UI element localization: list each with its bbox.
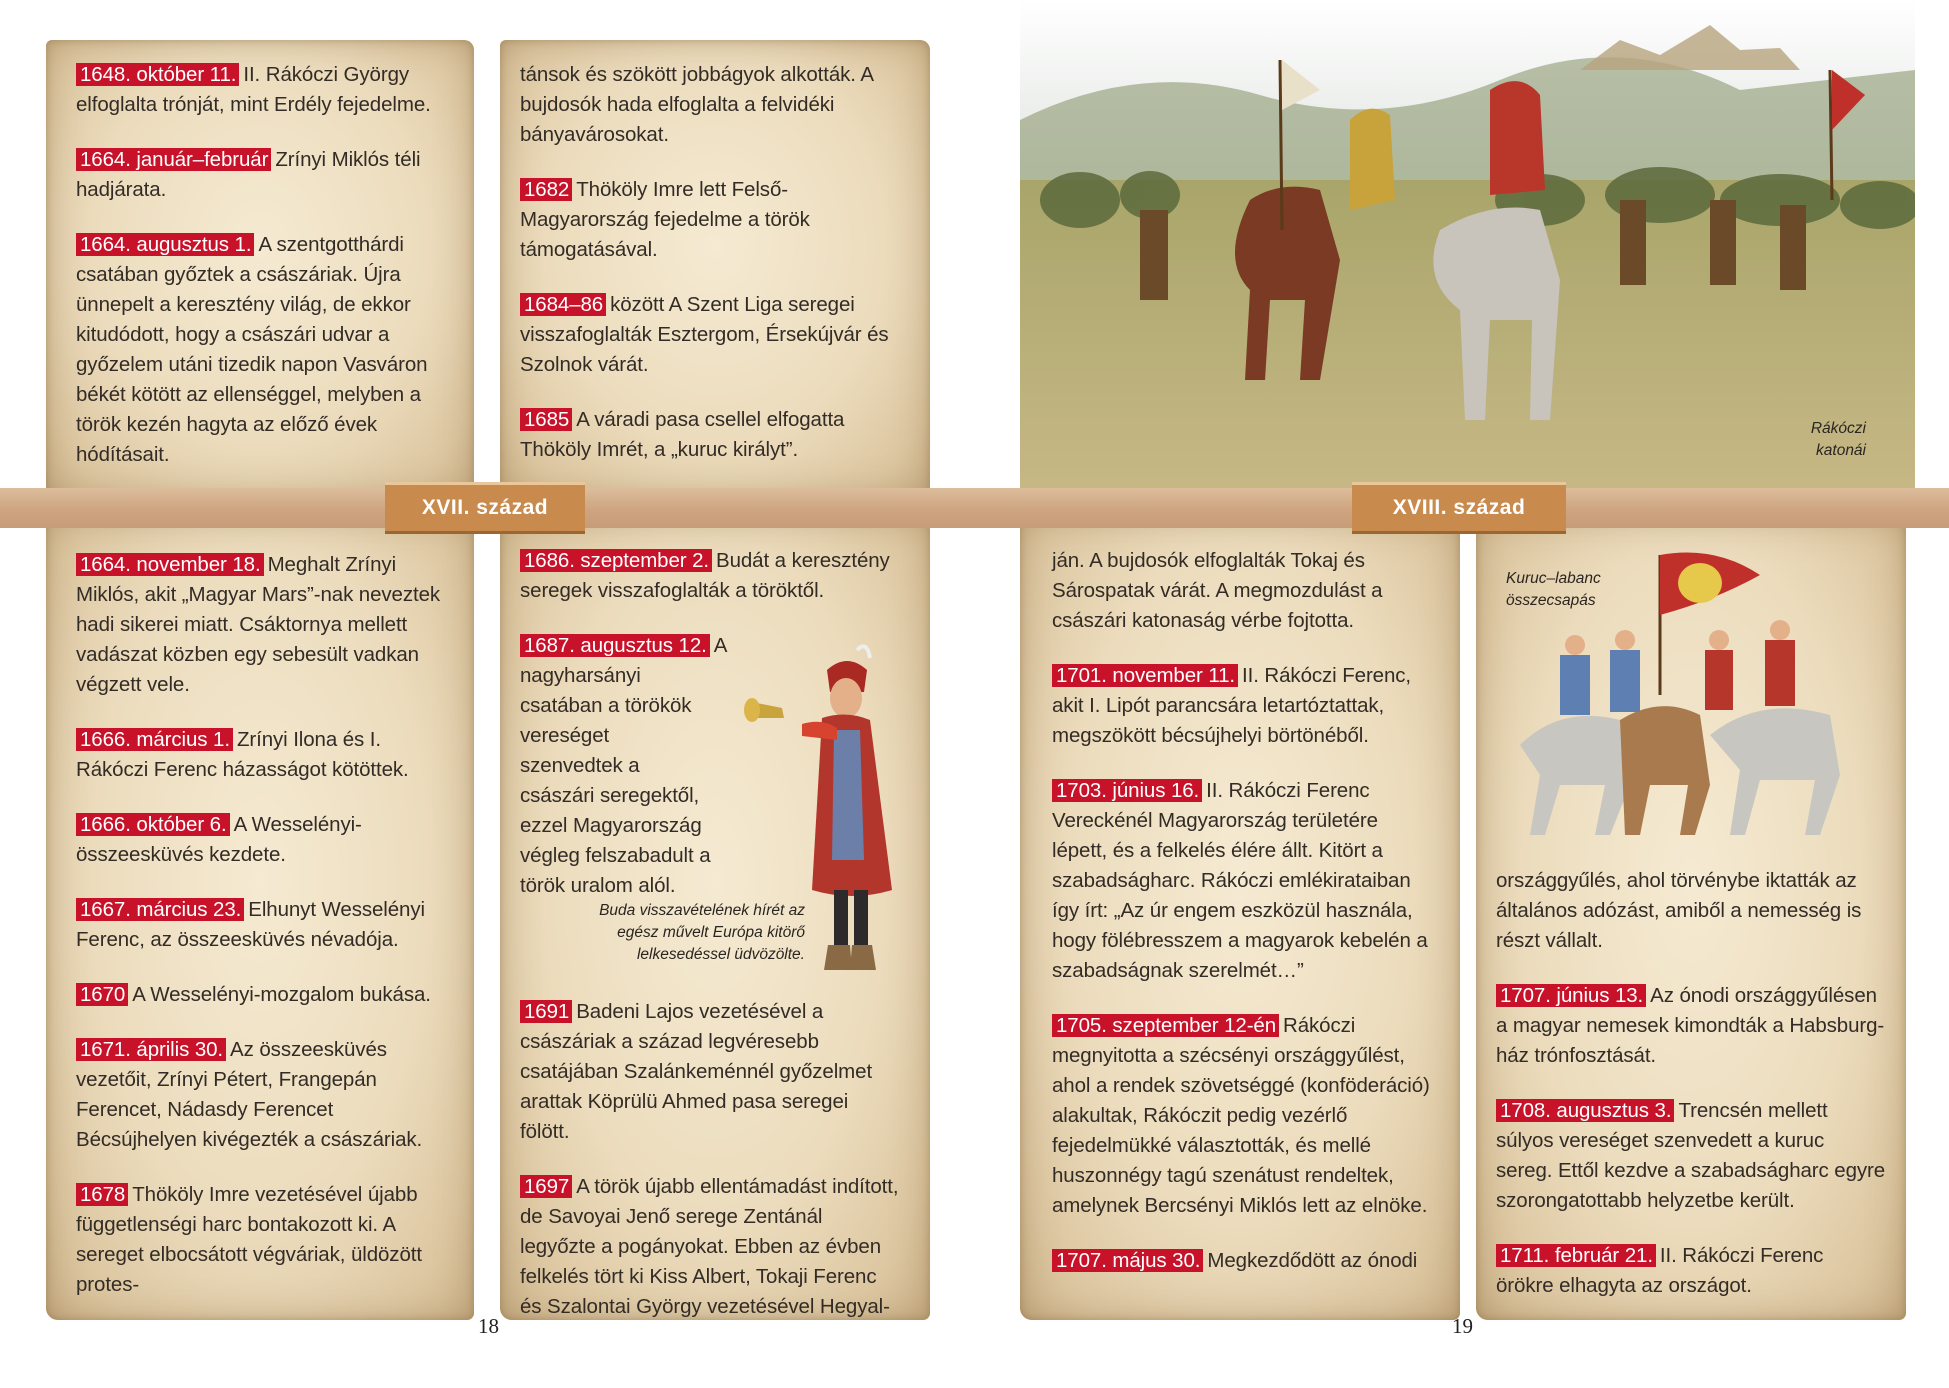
timeline-entry xyxy=(1052,1246,1436,1276)
entry-text: II. Rákóczi Ferenc örökre elhagyta az országot. xyxy=(1496,1244,1824,1297)
timeline-entry xyxy=(520,631,727,901)
timeline-entry xyxy=(520,546,900,606)
entry-date: 1664. augusztus 1. xyxy=(76,233,254,256)
entry-date: 1686. szeptember 2. xyxy=(520,549,712,572)
timeline-entry xyxy=(76,895,456,955)
timeline-column xyxy=(76,550,456,1325)
timeline-entry xyxy=(1052,1011,1436,1221)
entry-text: Megkezdődött az ónodi xyxy=(1207,1249,1418,1272)
entry-continuation: országgyűlés, ahol törvénybe iktatták az általános adózást, amiből a nemesség is részt vállalt. xyxy=(1496,869,1862,952)
century-label-xvii: XVII. század xyxy=(385,482,585,534)
timeline-entry xyxy=(76,980,456,1010)
timeline-entry xyxy=(76,810,456,870)
entry-date: 1697 xyxy=(520,1175,572,1198)
entry-date: 1666. október 6. xyxy=(76,813,230,836)
timeline-entry xyxy=(76,550,456,700)
entry-date: 1703. június 16. xyxy=(1052,779,1202,802)
timeline-entry xyxy=(520,175,900,265)
timeline-column xyxy=(1052,546,1436,1301)
timeline-entry xyxy=(1496,1241,1886,1301)
entry-text: II. Rákóczi Ferenc Vereckénél Magyarország területére lépett, és a felkelés élére állt. Kitört a szabadságharc. Rákóczi emlékirataiban így írt: „Az úr engem eszközül használa, hogy fölébresszem a magyarok kebelén a szabadságnak szerelmét…” xyxy=(1052,779,1428,982)
entry-text: Elhunyt Wesselényi Ferenc, az összeesküvés névadója. xyxy=(76,898,425,951)
entry-date: 1705. szeptember 12-én xyxy=(1052,1014,1279,1037)
entry-date: 1685 xyxy=(520,408,572,431)
entry-text: II. Rákóczi György elfoglalta trónját, mint Erdély fejedelme. xyxy=(76,63,431,116)
timeline-entry xyxy=(520,290,900,380)
entry-date: 1664. november 18. xyxy=(76,553,264,576)
entry-text: Badeni Lajos vezetésével a császáriak a század legvéresebb csatájában Szalánkeménnél győzelmet arattak Köprülü Ahmed pasa seregei fölött. xyxy=(520,1000,873,1143)
entry-date: 1671. április 30. xyxy=(76,1038,226,1061)
entry-date: 1687. augusztus 12. xyxy=(520,634,710,657)
entry-text: A Wesselényi-mozgalom bukása. xyxy=(132,983,431,1006)
entry-text: Zrínyi Ilona és I. Rákóczi Ferenc házasságot kötöttek. xyxy=(76,728,409,781)
entry-continuation: ján. A bujdosók elfoglalták Tokaj és Sárospatak várát. A megmozdulást a császári katonaság vérbe fojtotta. xyxy=(1052,549,1383,632)
rakoczi-soldiers-painting xyxy=(1020,0,1915,495)
timeline-entry xyxy=(520,405,900,465)
timeline-entry xyxy=(76,1180,456,1300)
entry-text: Rákóczi megnyitotta a szécsényi országgyűlést, ahol a rendek szövetséggé (konföderáció) alakultak, Rákóczit pedig vezérlő fejedelmükké választották, és mellé huszonnégy tagú szenátust rendeltek, amelynek Bercsényi Miklós lett az elnöke. xyxy=(1052,1014,1430,1217)
entry-date: 1691 xyxy=(520,1000,572,1023)
entry-text: A török újabb ellentámadást indított, de Savoyai Jenő serege Zentánál legyőzte a pogányokat. Ebben az évben felkelés tört ki Kiss Albert, Tokaji Ferenc és Szalontai György vezetésével Hegyal- xyxy=(520,1175,899,1318)
entry-text: A váradi pasa csellel elfogatta Thököly Imrét, a „kuruc királyt”. xyxy=(520,408,845,461)
trumpeter-caption: Buda visszavételének hírét az egész művelt Európa kitörő lelkesedéssel üdvözölte. xyxy=(599,902,805,963)
entry-text: Meghalt Zrínyi Miklós, akit „Magyar Mars”-nak neveztek hadi sikerei miatt. Csáktornya mellett vadászat közben egy sebesült vadkan végzett vele. xyxy=(76,553,441,696)
timeline-entry xyxy=(76,230,452,470)
timeline-entry xyxy=(1496,1096,1886,1216)
entry-text: Thököly Imre vezetésével újabb függetlenségi harc bontakozott ki. A sereget elbocsátott végváriak, üldözött protes- xyxy=(76,1183,422,1296)
timeline-column xyxy=(520,997,900,1347)
timeline-entry xyxy=(1052,776,1436,986)
entry-text: Trencsén mellett súlyos vereséget szenvedett a kuruc sereg. Ettől kezdve a szabadságharc egyre szorongatottabb helyzetbe került. xyxy=(1496,1099,1886,1212)
entry-text: A nagyharsányi csatában a törökök vereséget szenvedtek a császári seregektől, ezzel Magyarország végleg felszabadult a török uralom alól. xyxy=(520,634,727,897)
entry-text: Zrínyi Miklós téli hadjárata. xyxy=(76,148,421,201)
entry-date: 1667. március 23. xyxy=(76,898,244,921)
timeline-column xyxy=(76,60,452,495)
timeline-entry xyxy=(76,1035,456,1155)
entry-date: 1708. augusztus 3. xyxy=(1496,1099,1674,1122)
timeline-entry xyxy=(520,997,900,1147)
page-number: 18 xyxy=(478,1314,499,1338)
entry-text: között A Szent Liga seregei visszafoglalták Esztergom, Érsekújvár és Szolnok várát. xyxy=(520,293,889,376)
entry-date: 1664. január–február xyxy=(76,148,271,171)
timeline-entry xyxy=(1496,981,1886,1071)
timeline-entry xyxy=(76,60,452,120)
kuruc-labanc-illustration xyxy=(1500,545,1880,850)
entry-date: 1684–86 xyxy=(520,293,606,316)
entry-text: A Wesselényi-összeesküvés kezdete. xyxy=(76,813,362,866)
entry-date: 1648. október 11. xyxy=(76,63,239,86)
entry-date: 1682 xyxy=(520,178,572,201)
entry-date: 1707. május 30. xyxy=(1052,1249,1203,1272)
timeline-entry xyxy=(520,1172,900,1322)
entry-date: 1670 xyxy=(76,983,128,1006)
entry-text: Thököly Imre lett Felső-Magyarország fejedelme a török támogatásával. xyxy=(520,178,810,261)
entry-text: Az ónodi országgyűlésen a magyar nemesek kimondták a Habsburg-ház trónfosztását. xyxy=(1496,984,1885,1067)
entry-date: 1666. március 1. xyxy=(76,728,233,751)
entry-text: Budát a keresztény seregek visszafoglalták a töröktől. xyxy=(520,549,890,602)
entry-date: 1707. június 13. xyxy=(1496,984,1646,1007)
entry-text: A szentgotthárdi csatában győztek a császáriak. Újra ünnepelt a keresztény világ, de ekkor kitudódott, hogy a császári udvar a győzelem utáni tizedik napon Vasváron békét kötött az ellenséggel, melyben a török kezén hagyta az előző évek hódításait. xyxy=(76,233,428,466)
entry-date: 1678 xyxy=(76,1183,128,1206)
century-label-xviii: XVIII. század xyxy=(1352,482,1566,534)
entry-continuation: tánsok és szökött jobbágyok alkották. A bujdosók hada elfoglalta a felvidéki bányavárosokat. xyxy=(520,63,873,146)
timeline-entry xyxy=(76,725,456,785)
page-number: 19 xyxy=(1452,1314,1473,1338)
entry-date: 1701. november 11. xyxy=(1052,664,1238,687)
painting-caption: Rákóczi katonái xyxy=(1810,420,1866,459)
timeline-entry xyxy=(1052,661,1436,751)
timeline-entry xyxy=(76,145,452,205)
illustration-caption: Kuruc–labanc összecsapás xyxy=(1506,570,1601,609)
timeline-column xyxy=(520,60,900,490)
entry-text: II. Rákóczi Ferenc, akit I. Lipót parancsára letartóztattak, megszökött bécsújhelyi börtönéből. xyxy=(1052,664,1412,747)
entry-date: 1711. február 21. xyxy=(1496,1244,1656,1267)
entry-text: Az összeesküvés vezetőit, Zrínyi Pétert, Frangepán Ferencet, Nádasdy Ferencet Bécsújhelyen kivégezték a császáriak. xyxy=(76,1038,423,1151)
timeline-column xyxy=(1496,866,1886,1326)
